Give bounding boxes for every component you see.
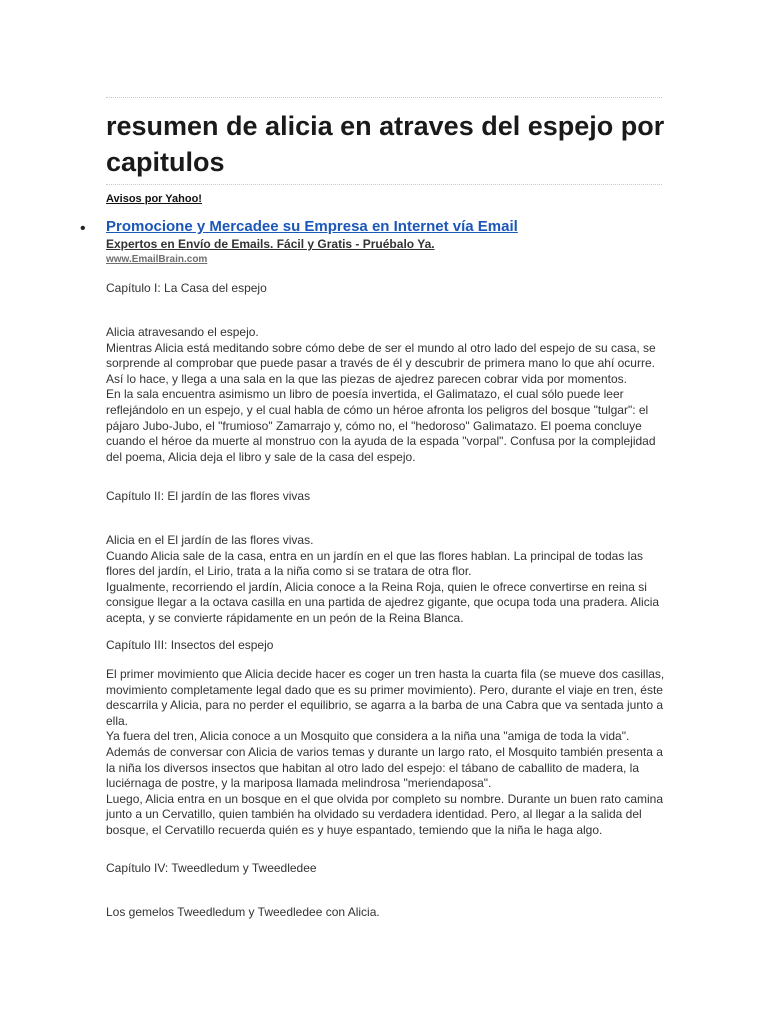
page-title: resumen de alicia en atraves del espejo por capitulos xyxy=(106,111,665,177)
paragraph: Mientras Alicia está meditando sobre cómo debe de ser el mundo al otro lado del espejo de su casa, se sorprende al comprobar que puede pasar a través de él y descubrir de primera mano lo que ahí ocurre. Así lo hace, y llega a una sala en la que las piezas de ajedrez parecen cobrar vida por momentos. xyxy=(106,340,656,386)
bullet-icon: • xyxy=(80,220,86,237)
paragraph: Los gemelos Tweedledum y Tweedledee con Alicia. xyxy=(106,905,380,919)
top-divider xyxy=(106,97,662,98)
paragraph: Cuando Alicia sale de la casa, entra en un jardín en el que las flores hablan. La principal de todas las flores del jardín, el Lirio, trata a la niña como si se tratara de otra flor. xyxy=(106,548,644,579)
ads-label[interactable]: Avisos por Yahoo! xyxy=(106,193,202,205)
ad-description[interactable]: Expertos en Envío de Emails. Fácil y Gratis - Pruébalo Ya. xyxy=(106,237,435,251)
paragraph: En la sala encuentra asimismo un libro de poesía invertida, el Galimatazo, el cual sólo puede leer reflejándolo en un espejo, y el cual habla de cómo un héroe afronta los peligros del bosque "tulgar": el pájaro Jubo-Jubo, el "frumioso" Zamarrajo y, cómo no, el "hedoroso" Galimatazo. El poema concluye cuando el héroe da muerte al monstruo con la ayuda de la espada "vorpal". Confusa por la complejidad del poema, Alicia deja el libro y sale de la casa del espejo. xyxy=(106,387,656,464)
chapter-body xyxy=(106,905,666,921)
paragraph: Igualmente, recorriendo el jardín, Alicia conoce a la Reina Roja, quien le ofrece convertirse en reina si consigue llegar a la octava casilla en una partida de ajedrez gigante, que ocupa toda una pradera. Alicia acepta, y se convierte rápidamente en un peón de la Reina Blanca. xyxy=(106,579,660,625)
ad-title-link[interactable]: Promocione y Mercadee su Empresa en Internet vía Email xyxy=(106,218,518,235)
chapter-heading: Capítulo IV: Tweedledum y Tweedledee xyxy=(106,861,317,875)
chapter-heading: Capítulo III: Insectos del espejo xyxy=(106,638,274,652)
paragraph: Luego, Alicia entra en un bosque en el que olvida por completo su nombre. Durante un buen rato camina junto a un Cervatillo, quien también ha olvidado su verdadera identidad. Pero, al llegar a la salida del bosque, el Cervatillo recuerda quién es y huye espantado, temiendo que la niña le haga algo. xyxy=(106,791,664,837)
chapter-heading: Capítulo I: La Casa del espejo xyxy=(106,281,267,295)
paragraph: Alicia en el El jardín de las flores vivas. xyxy=(106,533,314,547)
ad-url-link[interactable]: www.EmailBrain.com xyxy=(106,254,208,265)
paragraph: Alicia atravesando el espejo. xyxy=(106,325,259,339)
paragraph: El primer movimiento que Alicia decide hacer es coger un tren hasta la cuarta fila (se mueve dos casillas, movimiento completamente legal dado que es su primer movimiento). Pero, durante el viaje en tren, éste descarrila y Alicia, para no perder el equilibrio, se agarra a la barba de una Cabra que va sentada junto a ella. xyxy=(106,667,665,728)
chapter-body xyxy=(106,667,666,839)
title-divider xyxy=(106,184,662,185)
paragraph: Ya fuera del tren, Alicia conoce a un Mosquito que considera a la niña una "amiga de toda la vida". Además de conversar con Alicia de varios temas y durante un largo rato, el Mosquito también presenta a la niña los diversos insectos que habitan al otro lado del espejo: el tábano de caballito de madera, la luciérnaga de postre, y la mariposa llamada melindrosa "meriendaposa". xyxy=(106,729,663,791)
chapter-body xyxy=(106,533,666,627)
chapter-heading: Capítulo II: El jardín de las flores vivas xyxy=(106,489,311,503)
chapter-body xyxy=(106,325,666,465)
